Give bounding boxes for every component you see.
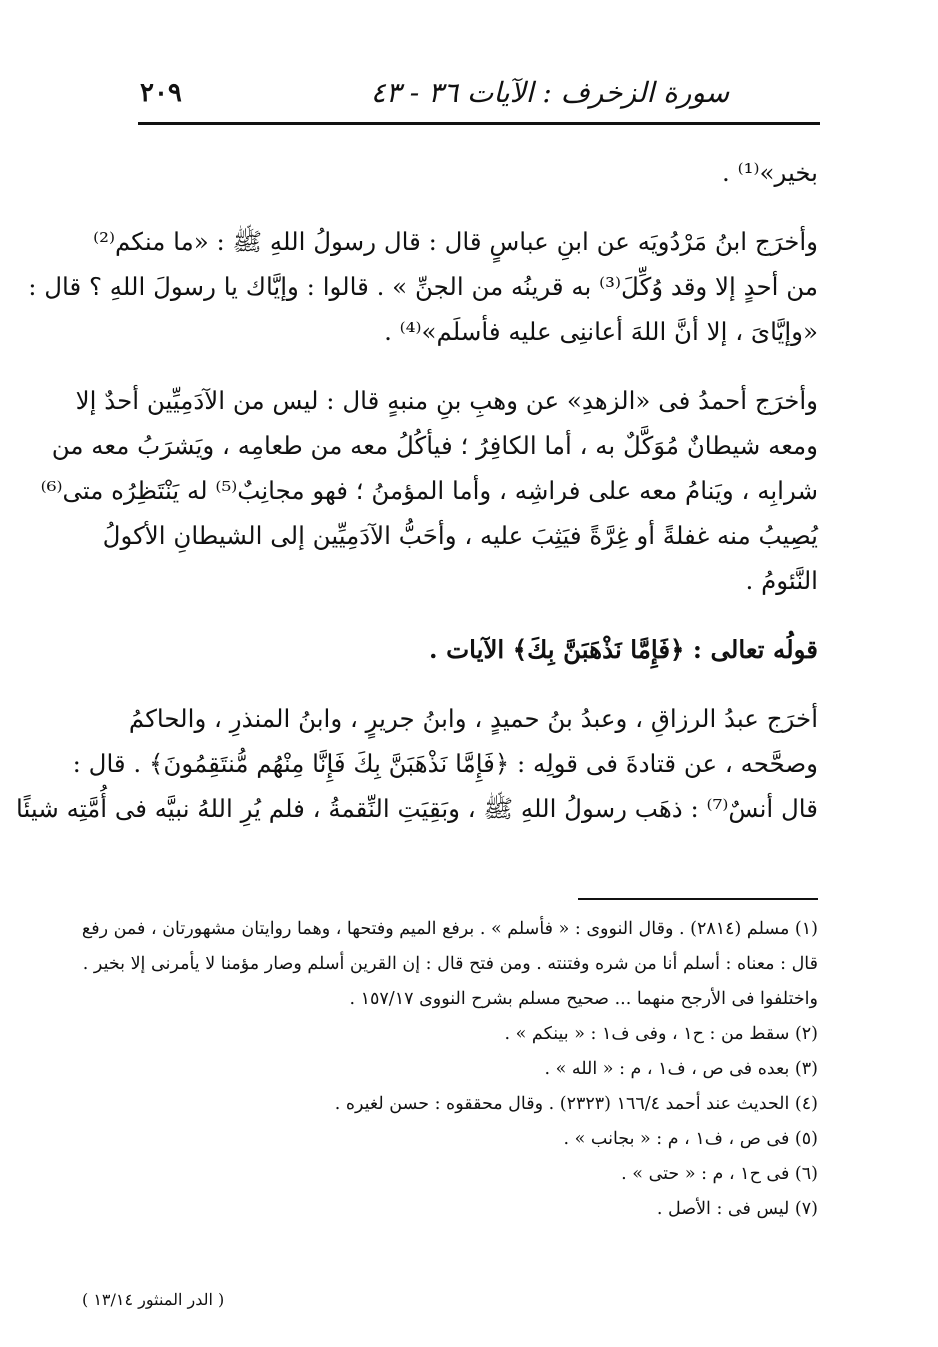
text-line: وأخرَج أحمدُ فى «الزهدِ» عن وهبِ بنِ منبهٍ قال : ليس من الآدَمِيِّين أحدٌ إلا xyxy=(75,386,818,415)
paragraph-continuation xyxy=(140,150,818,195)
footnote-line: (٣) بعده فى ص ، ف١ ، م : « الله » . xyxy=(544,1059,818,1079)
footnote-line: (٤) الحديث عند أحمد ١٦٦/٤ (٢٣٢٣) . وقال محققوه : حسن لغيره . xyxy=(334,1094,818,1114)
text-line: وأخرَج ابنُ مَرْدُويَه عن ابنِ عباسٍ قال : قال رسولُ اللهِ ﷺ : «ما منكم⁽²⁾ xyxy=(93,227,818,256)
header-rule xyxy=(138,122,820,125)
page-header xyxy=(140,70,818,120)
text-line: من أحدٍ إلا وقد وُكِّلَ⁽³⁾ به قرينُه من الجنِّ » . قالوا : وإيَّاك يا رسولَ اللهِ ؟ قال : xyxy=(28,272,818,301)
footnote-line: (١) مسلم (٢٨١٤) . وقال النووى : « فأسلم » . برفع الميم وفتحها ، وهما روايتان مشهورتان ، فمن رفع xyxy=(81,919,818,939)
heading-line: قولُه تعالى : ﴿فَإِمَّا نَذْهَبَنَّ بِكَ﴾ الآيات . xyxy=(429,635,818,664)
text-line: شرابِه ، ويَنامُ معه على فراشِه ، وأما المؤمنُ ؛ فهو مجانِبٌ⁽⁵⁾ له يَنْتَظِرُه متى⁽⁶⁾ xyxy=(40,476,818,505)
footnote-line: (٧) ليس فى : الأصل . xyxy=(656,1199,818,1219)
text-line: النَّئومُ . xyxy=(745,566,818,595)
paragraph-ibn-marduyah xyxy=(28,219,818,354)
section-heading xyxy=(140,627,818,672)
paragraph-abd-al-razzaq xyxy=(16,696,818,831)
body-text xyxy=(16,150,818,855)
text-line: ومعه شيطانٌ مُوَكَّلٌ به ، أما الكافِرُ ؛ فيأكُلُ معه من طعامِه ، ويَشرَبُ معه من xyxy=(51,431,818,460)
text-line: أخرَج عبدُ الرزاقِ ، وعبدُ بنُ حميدٍ ، وابنُ جريرٍ ، وابنُ المنذرِ ، والحاكمُ xyxy=(128,704,818,733)
text-line: يُصِيبُ منه غفلةً أو غِرَّةً فيَثِبَ عليه ، وأحَبُّ الآدَمِيِّين إلى الشيطانِ الأكولُ xyxy=(102,521,818,550)
text-line: قال أنسٌ⁽⁷⁾ : ذهَب رسولُ اللهِ ﷺ ، وبَقِيَتِ النِّقمةُ ، فلم يُرِ اللهُ نبيَّه فى أُمَّتِه شيئًا xyxy=(16,794,818,823)
text-line: بخير»⁽¹⁾ . xyxy=(722,158,818,187)
footnote-line: (٥) فى ص ، ف١ ، م : « بجانب » . xyxy=(563,1129,818,1149)
footnote-rule xyxy=(578,898,818,900)
running-title: سورة الزخرف : الآيات ٣٦ - ٤٣ xyxy=(370,76,730,109)
paragraph-ahmad-zuhd xyxy=(40,378,818,603)
footnote-line: واختلفوا فى الأرجح منهما ... صحيح مسلم بشرح النووى ١٥٧/١٧ . xyxy=(349,989,818,1009)
footnote-line: (٦) فى ح١ ، م : « حتى » . xyxy=(621,1164,818,1184)
footnote-line: قال : معناه : أسلم أنا من شره وفتنته . ومن فتح قال : إن القرين أسلم وصار مؤمنا لا يأمرنى إلا بخير . xyxy=(82,954,818,974)
text-line: وصحَّحه ، عن قتادةَ فى قولِه : ﴿فَإِمَّا نَذْهَبَنَّ بِكَ فَإِنَّا مِنْهُم مُّنتَقِمُونَ﴾ . قال : xyxy=(72,749,818,778)
footnotes xyxy=(81,912,818,1227)
page-number: ٢٠٩ xyxy=(140,78,182,108)
volume-reference: ( الدر المنثور ١٣/١٤ ) xyxy=(82,1290,225,1309)
footnote-line: (٢) سقط من : ح١ ، وفى ف١ : « بينكم » . xyxy=(504,1024,818,1044)
text-line: «وإيَّاىَ ، إلا أنَّ اللهَ أعاننِى عليه فأسلَم»⁽⁴⁾ . xyxy=(384,317,818,346)
